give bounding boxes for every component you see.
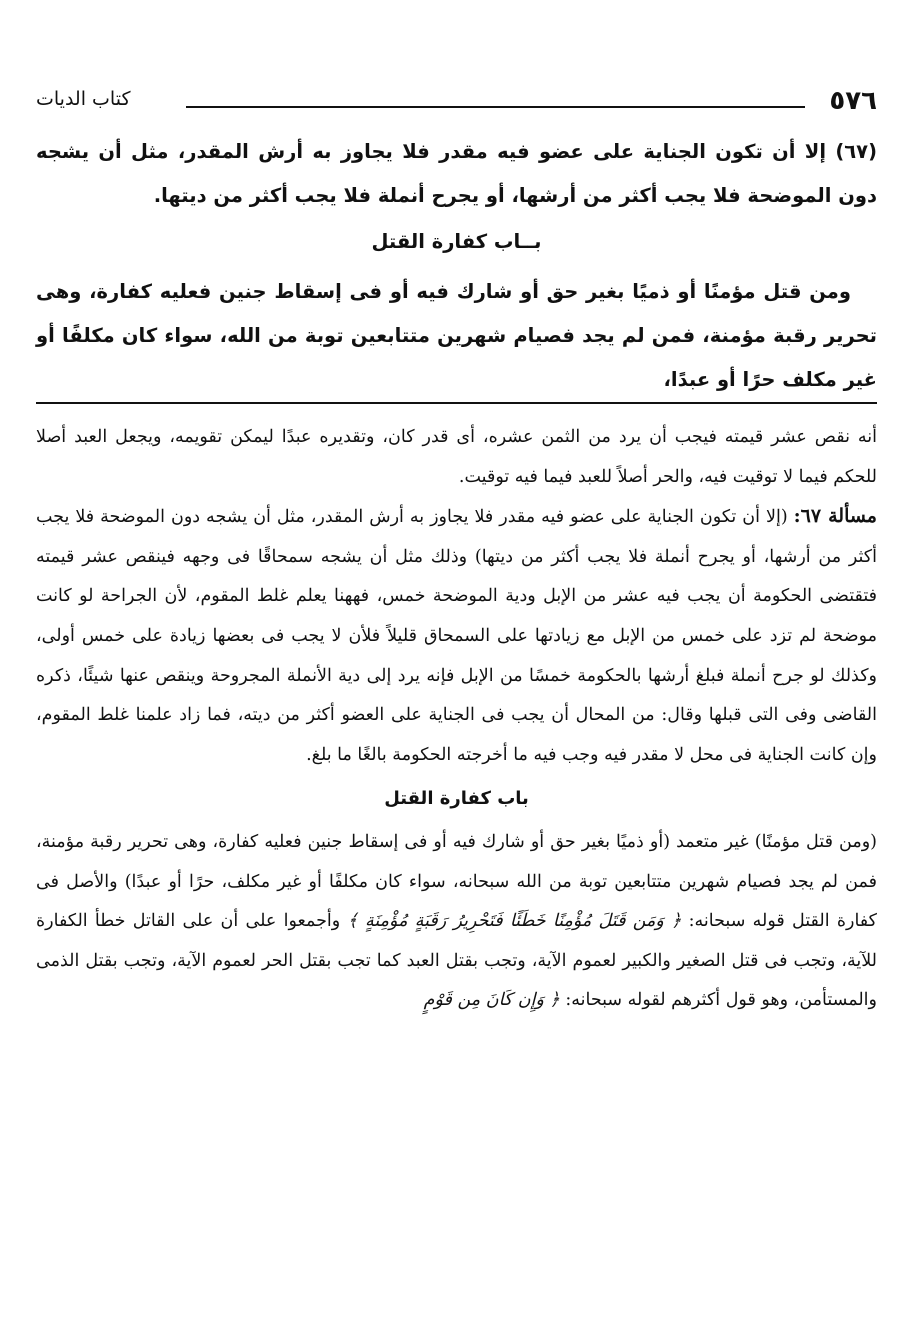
matn-section-heading: بــاب كفارة القتل [371,230,542,253]
masala-text: (إلا أن تكون الجناية على عضو فيه مقدر فلا يجاوز به أرش المقدر، مثل أن يشجه دون الموضحة فلا يجب أكثر من أرشها، أو يجرح أنملة فلا يجب أكثر من ديتها) وذلك مثل أن يشجه سمحاقًا فى وجهه فينقص عشر قيمته فتقتضى الحكومة أن يجب فيه عشر من الإبل ودية الموضحة خمس، فههنا يعلم غلط المقوم، لأن الجراحة لو كانت موضحة لم تزد على خمس من الإبل مع زيادتها على السمحاق قليلاً فلأن لا يجب فى بعضها زيادة على خمس أولى، وكذلك لو جرح أنملة فبلغ أرشها بالحكومة خمسًا من الإبل فإنه يرد إلى دية الأنملة المجروحة وينقص عنها شيئًا، ذكره القاضى وفى التى قبلها وقال: من المحال أن يجب فى الجناية على العضو أكثر من ديته، فما زاد علمنا غلط المقوم، وإن كانت الجناية فى محل لا مقدر فيه وجب فيه ما أخرجته الحكومة بالغًا ما بلغ. [36,507,877,765]
quran-verse-1: ﴿ وَمَن قَتَلَ مُؤْمِنًا خَطَئًا فَتَحْرِيرُ رَقَبَةٍ مُؤْمِنَةٍ ﴾ [347,911,682,932]
page-header [36,82,877,122]
running-head: كتاب الديات [36,88,131,110]
commentary-text-b: وأجمعوا على أن على القاتل خطأ الكفارة للآية، وتجب فى قتل الصغير والكبير لعموم الآية، وتجب بقتل العبد كما تجب بقتل الحر لعموم الآية، وتجب بقتل الذمى والمستأمن، وهو قول أكثرهم لقوله سبحانه: [36,911,877,1011]
masala-label: مسألة ٦٧: [793,505,877,528]
commentary-section-heading: باب كفارة القتل [384,788,529,810]
text-separator-rule [36,402,877,404]
commentary-paragraph-2 [36,497,877,775]
matn-paragraph-1: (٦٧) إلا أن تكون الجناية على عضو فيه مقدر فلا يجاوز به أرش المقدر، مثل أن يشجه دون الموضحة فلا يجب أكثر من أرشها، أو يجرح أنملة فلا يجب أكثر من ديتها. [36,140,877,207]
commentary-paragraph-1: أنه نقص عشر قيمته فيجب أن يرد من الثمن عشره، أى قدر كان، وتقديره عبدًا ليمكن تقويمه، ويجعل العبد أصلا للحكم فيما لا توقيت فيه، والحر أصلاً للعبد فيما فيه توقيت. [36,427,877,487]
matn-paragraph-2: ومن قتل مؤمنًا أو ذميًا بغير حق أو شارك فيه أو فى إسقاط جنين فعليه كفارة، وهى تحرير رقبة مؤمنة، فمن لم يجد فصيام شهرين متتابعين توبة من الله، سواء كان مكلفًا أو غير مكلف حرًا أو عبدًا، [36,280,877,391]
page-number: ٥٧٦ [829,86,877,116]
header-rule [186,106,805,108]
main-text [36,130,877,402]
commentary-text-a: (ومن قتل مؤمنًا) غير متعمد (أو ذميًا بغير حق أو شارك فيه أو فى إسقاط جنين فعليه كفارة، وهى تحرير رقبة مؤمنة، فمن لم يجد فصيام شهرين متتابعين توبة من الله سبحانه، سواء كان مكلفًا أو غير مكلف، حرًا أو عبدًا) والأصل فى كفارة القتل قوله سبحانه: [36,831,877,932]
commentary-text [36,418,877,1021]
commentary-paragraph-3 [36,823,877,1021]
quran-verse-2: ﴿ وَإِن كَانَ مِن قَوْمٍ [423,990,560,1011]
